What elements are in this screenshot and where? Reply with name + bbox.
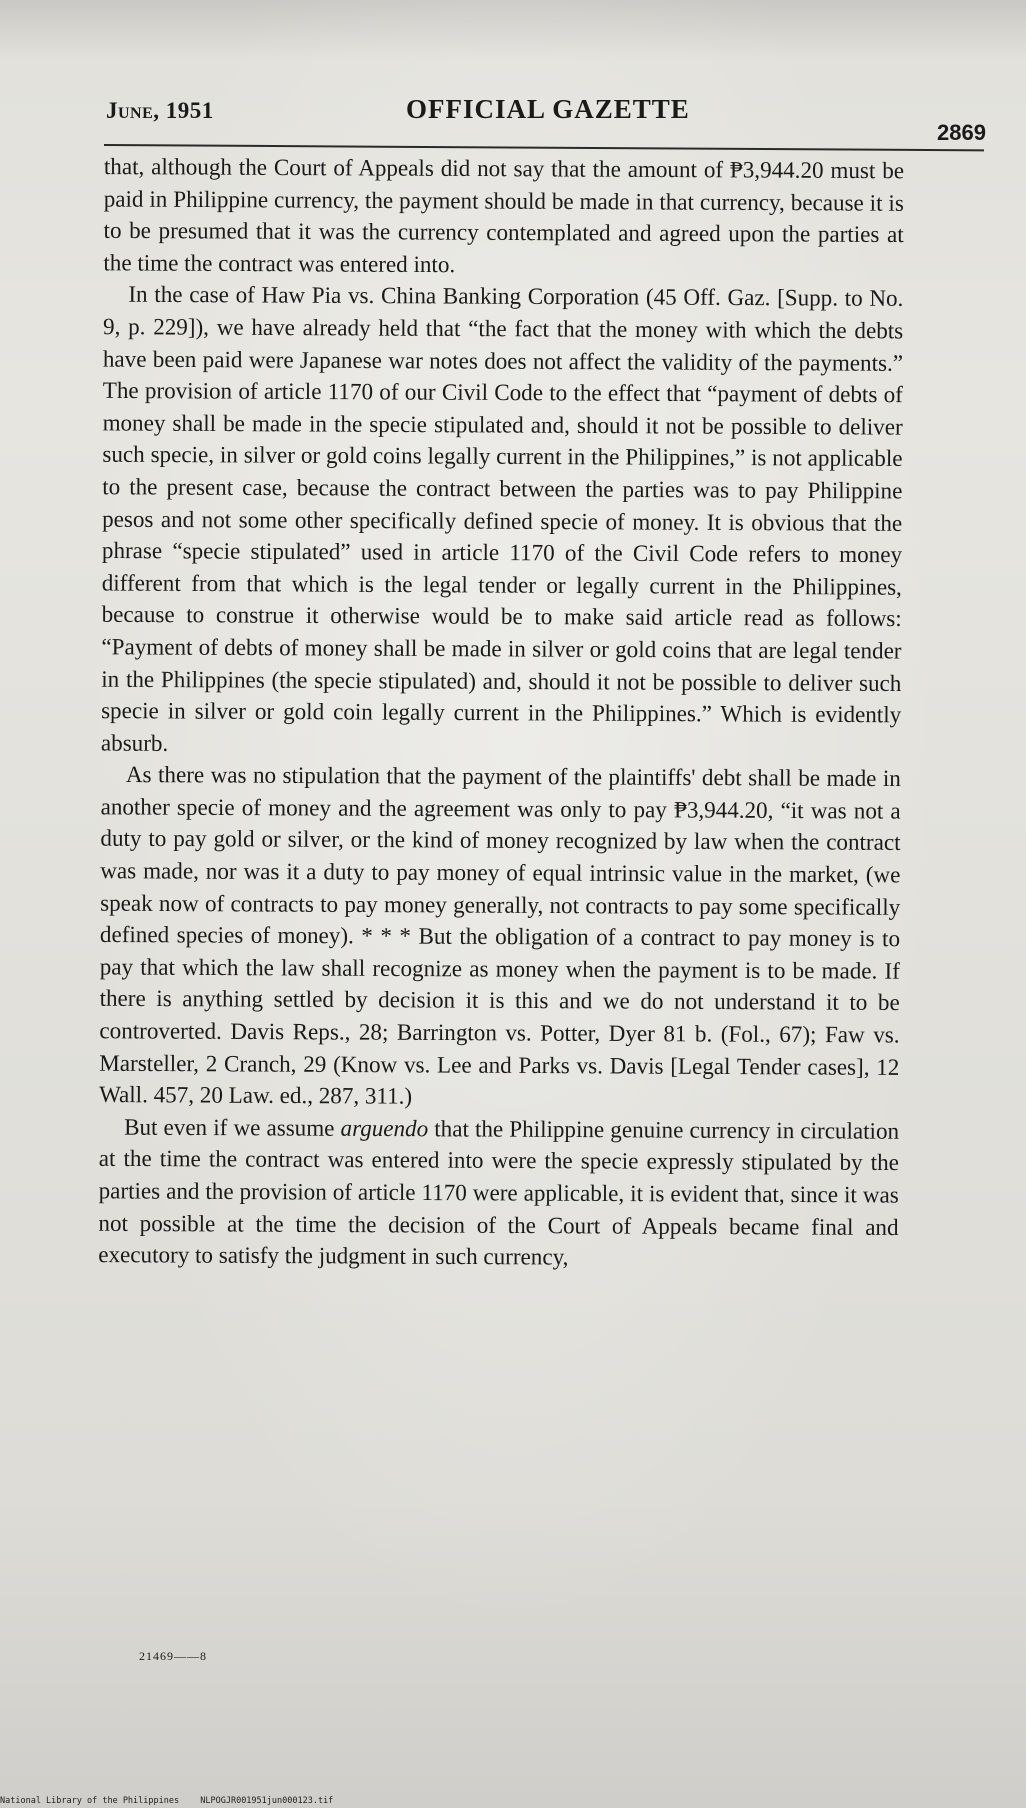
header-rule bbox=[104, 144, 984, 151]
paragraph-2: In the case of Haw Pia vs. China Banking Corporation (45 Off. Gaz. [Supp. to No. 9, p. 229]), we have already held that “the fact that the money with which the debts have been paid were Japanese war notes does not affect the validity of the payments.” The provision of article 1170 of our Civil Code to the effect that “payment of debts of money shall be made in the specie stipulated and, should it not be possible to deliver such specie, in silver or gold coins legally current in the Philippines,” is not applicable to the present case, because the contract between the parties was to pay Philippine pesos and not some other specifically defined specie of money. It is obvious that the phrase “specie stipulated” used in article 1170 of the Civil Code refers to money different from that which is the legal tender or legally current in the Philippines, because to construe it otherwise would be to make said article read as follows: “Payment of debts of money shall be made in silver or gold coins that are legal tender in the Philippines (the specie stipulated) and, should it not be possible to deliver such specie in silver or gold coin legally current in the Philippines.” Which is evidently absurb. bbox=[100, 282, 904, 757]
paragraph-4 bbox=[98, 1112, 899, 1276]
printer-code: 21469——8 bbox=[139, 1649, 207, 1663]
body-text bbox=[98, 152, 904, 1277]
header-page-number: 2869 bbox=[937, 120, 986, 145]
scan-library: National Library of the Philippines bbox=[0, 1796, 180, 1806]
paragraph-4-lead: But even if we assume bbox=[124, 1114, 341, 1142]
paragraph-1: that, although the Court of Appeals did not say that the amount of ₱3,944.20 must be paid in Philippine currency, the payment should be made in that currency, because it is to be presumed that it was the currency contemplated and agreed upon the parties at the time the contract was entered into. bbox=[103, 154, 905, 278]
scan-file: NLPOGJR001951jun000123.tif bbox=[200, 1796, 334, 1806]
scan-caption bbox=[0, 1795, 1026, 1808]
paragraph-3: As there was no stipulation that the payment of the plaintiffs' debt shall be made in another specie of money and the agreement was only to pay ₱3,944.20, “it was not a duty to pay gold or silver, or the kind of money recognized by law when the contract was made, nor was it a duty to pay money of equal intrinsic value in the market, (we speak now of contracts to pay money generally, not contracts to pay some specifically defined species of money). * * * But the obligation of a contract to pay money is to pay that which the law shall recognize as money when the payment is to be made. If there is anything settled by decision it is this and we do not understand it to be controverted. Davis Reps., 28; Barrington vs. Potter, Dyer 81 b. (Fol., 67); Faw vs. Marsteller, 2 Cranch, 29 (Know vs. Lee and Parks vs. Davis [Legal Tender cases], 12 Wall. 457, 20 Law. ed., 287, 311.) bbox=[99, 762, 901, 1110]
paragraph-4-italic: arguendo bbox=[340, 1115, 429, 1142]
header-date: June, 1951 bbox=[106, 98, 214, 123]
paragraph-4-rest: that the Philippine genuine currency in circulation at the time the contract was entered into were the specie expressly stipulated by the parties and the provision of article 1170 were applicable, it is evident that, since it was not possible at the time the decision of the Court of Appeals became final and executory to satisfy the judgment in such currency, bbox=[98, 1116, 900, 1271]
header-title: OFFICIAL GAZETTE bbox=[406, 94, 690, 124]
page-header bbox=[106, 92, 986, 145]
